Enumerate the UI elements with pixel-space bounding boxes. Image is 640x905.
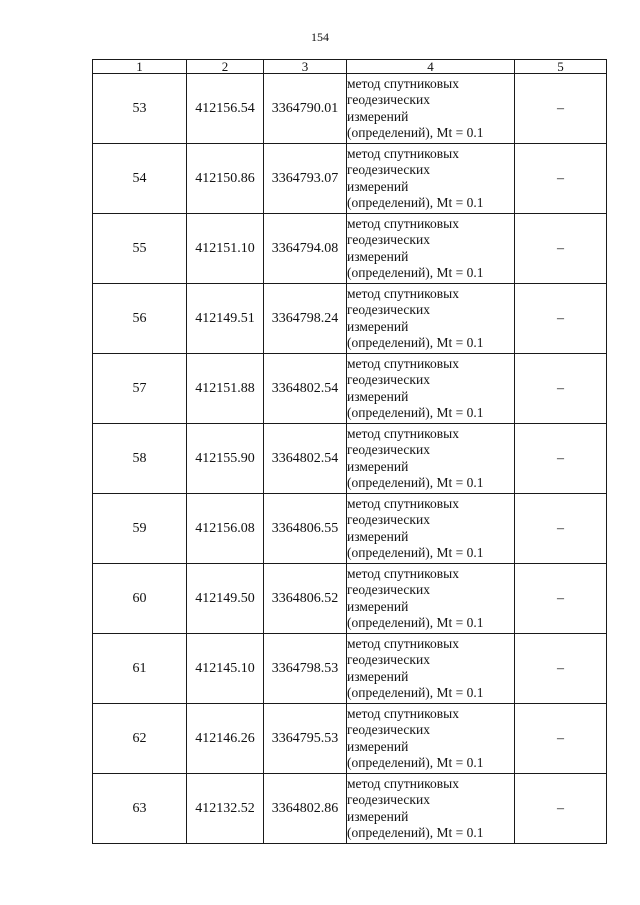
method-line: (определений), Mt = 0.1 <box>347 545 484 560</box>
point-number-cell: 62 <box>93 704 187 774</box>
method-cell <box>347 564 515 634</box>
point-number-cell: 61 <box>93 634 187 704</box>
method-line: геодезических <box>347 372 430 387</box>
note-cell: – <box>515 634 607 704</box>
note-cell: – <box>515 354 607 424</box>
point-number-cell: 56 <box>93 284 187 354</box>
method-line: метод спутниковых <box>347 635 459 651</box>
note-cell: – <box>515 494 607 564</box>
note-cell: – <box>515 144 607 214</box>
method-line: метод спутниковых <box>347 355 459 371</box>
method-cell <box>347 494 515 564</box>
method-line: (определений), Mt = 0.1 <box>347 825 484 840</box>
x-coordinate-cell: 412132.52 <box>187 774 264 844</box>
table-row <box>93 634 607 704</box>
table-header <box>93 60 607 74</box>
method-line: (определений), Mt = 0.1 <box>347 335 484 350</box>
note-cell: – <box>515 74 607 144</box>
table-row <box>93 214 607 284</box>
method-cell <box>347 704 515 774</box>
y-coordinate-cell: 3364802.54 <box>264 354 347 424</box>
x-coordinate-cell: 412156.54 <box>187 74 264 144</box>
method-line: измерений <box>347 388 409 404</box>
point-number-cell: 59 <box>93 494 187 564</box>
table-row <box>93 494 607 564</box>
method-line: измерений <box>347 808 409 824</box>
table-row <box>93 704 607 774</box>
method-cell <box>347 354 515 424</box>
method-line: (определений), Mt = 0.1 <box>347 685 484 700</box>
y-coordinate-cell: 3364790.01 <box>264 74 347 144</box>
header-col-2: 2 <box>187 60 264 74</box>
method-line: (определений), Mt = 0.1 <box>347 615 484 630</box>
method-line: измерений <box>347 178 409 194</box>
point-number-cell: 55 <box>93 214 187 284</box>
x-coordinate-cell: 412151.10 <box>187 214 264 284</box>
method-cell <box>347 774 515 844</box>
method-line: измерений <box>347 668 409 684</box>
method-line: измерений <box>347 318 409 334</box>
table-row <box>93 144 607 214</box>
method-cell <box>347 74 515 144</box>
point-number-cell: 54 <box>93 144 187 214</box>
table-row <box>93 564 607 634</box>
note-cell: – <box>515 564 607 634</box>
method-line: метод спутниковых <box>347 775 459 791</box>
method-line: метод спутниковых <box>347 705 459 721</box>
method-line: метод спутниковых <box>347 75 459 91</box>
method-line: геодезических <box>347 92 430 107</box>
method-line: метод спутниковых <box>347 215 459 231</box>
method-line: геодезических <box>347 722 430 737</box>
method-cell <box>347 284 515 354</box>
x-coordinate-cell: 412155.90 <box>187 424 264 494</box>
note-cell: – <box>515 424 607 494</box>
page-number: 154 <box>311 30 329 44</box>
note-cell: – <box>515 214 607 284</box>
method-line: метод спутниковых <box>347 285 459 301</box>
y-coordinate-cell: 3364802.54 <box>264 424 347 494</box>
point-number-cell: 60 <box>93 564 187 634</box>
table-row <box>93 284 607 354</box>
method-line: геодезических <box>347 232 430 247</box>
x-coordinate-cell: 412145.10 <box>187 634 264 704</box>
method-line: геодезических <box>347 792 430 807</box>
method-line: измерений <box>347 458 409 474</box>
coordinates-table <box>92 59 607 844</box>
method-line: измерений <box>347 528 409 544</box>
method-line: измерений <box>347 108 409 124</box>
note-cell: – <box>515 284 607 354</box>
y-coordinate-cell: 3364794.08 <box>264 214 347 284</box>
method-line: (определений), Mt = 0.1 <box>347 195 484 210</box>
table-row <box>93 354 607 424</box>
header-row <box>93 60 607 74</box>
note-cell: – <box>515 704 607 774</box>
method-cell <box>347 144 515 214</box>
method-line: метод спутниковых <box>347 145 459 161</box>
method-line: метод спутниковых <box>347 495 459 511</box>
method-line: измерений <box>347 738 409 754</box>
method-line: (определений), Mt = 0.1 <box>347 125 484 140</box>
point-number-cell: 57 <box>93 354 187 424</box>
point-number-cell: 63 <box>93 774 187 844</box>
y-coordinate-cell: 3364802.86 <box>264 774 347 844</box>
y-coordinate-cell: 3364793.07 <box>264 144 347 214</box>
point-number-cell: 58 <box>93 424 187 494</box>
header-col-5: 5 <box>515 60 607 74</box>
method-line: геодезических <box>347 162 430 177</box>
method-line: геодезических <box>347 652 430 667</box>
y-coordinate-cell: 3364806.52 <box>264 564 347 634</box>
method-line: геодезических <box>347 512 430 527</box>
table-row <box>93 424 607 494</box>
table-row <box>93 774 607 844</box>
x-coordinate-cell: 412156.08 <box>187 494 264 564</box>
method-line: геодезических <box>347 582 430 597</box>
x-coordinate-cell: 412149.51 <box>187 284 264 354</box>
method-line: геодезических <box>347 302 430 317</box>
method-cell <box>347 214 515 284</box>
point-number-cell: 53 <box>93 74 187 144</box>
method-line: измерений <box>347 248 409 264</box>
method-line: (определений), Mt = 0.1 <box>347 755 484 770</box>
header-col-3: 3 <box>264 60 347 74</box>
y-coordinate-cell: 3364798.53 <box>264 634 347 704</box>
header-col-1: 1 <box>93 60 187 74</box>
method-cell <box>347 424 515 494</box>
header-col-4: 4 <box>347 60 515 74</box>
method-line: (определений), Mt = 0.1 <box>347 405 484 420</box>
y-coordinate-cell: 3364795.53 <box>264 704 347 774</box>
y-coordinate-cell: 3364798.24 <box>264 284 347 354</box>
x-coordinate-cell: 412149.50 <box>187 564 264 634</box>
method-cell <box>347 634 515 704</box>
note-cell: – <box>515 774 607 844</box>
x-coordinate-cell: 412146.26 <box>187 704 264 774</box>
method-line: (определений), Mt = 0.1 <box>347 475 484 490</box>
table-row <box>93 74 607 144</box>
x-coordinate-cell: 412150.86 <box>187 144 264 214</box>
method-line: метод спутниковых <box>347 565 459 581</box>
table-body <box>93 74 607 844</box>
y-coordinate-cell: 3364806.55 <box>264 494 347 564</box>
method-line: метод спутниковых <box>347 425 459 441</box>
method-line: измерений <box>347 598 409 614</box>
method-line: (определений), Mt = 0.1 <box>347 265 484 280</box>
method-line: геодезических <box>347 442 430 457</box>
x-coordinate-cell: 412151.88 <box>187 354 264 424</box>
